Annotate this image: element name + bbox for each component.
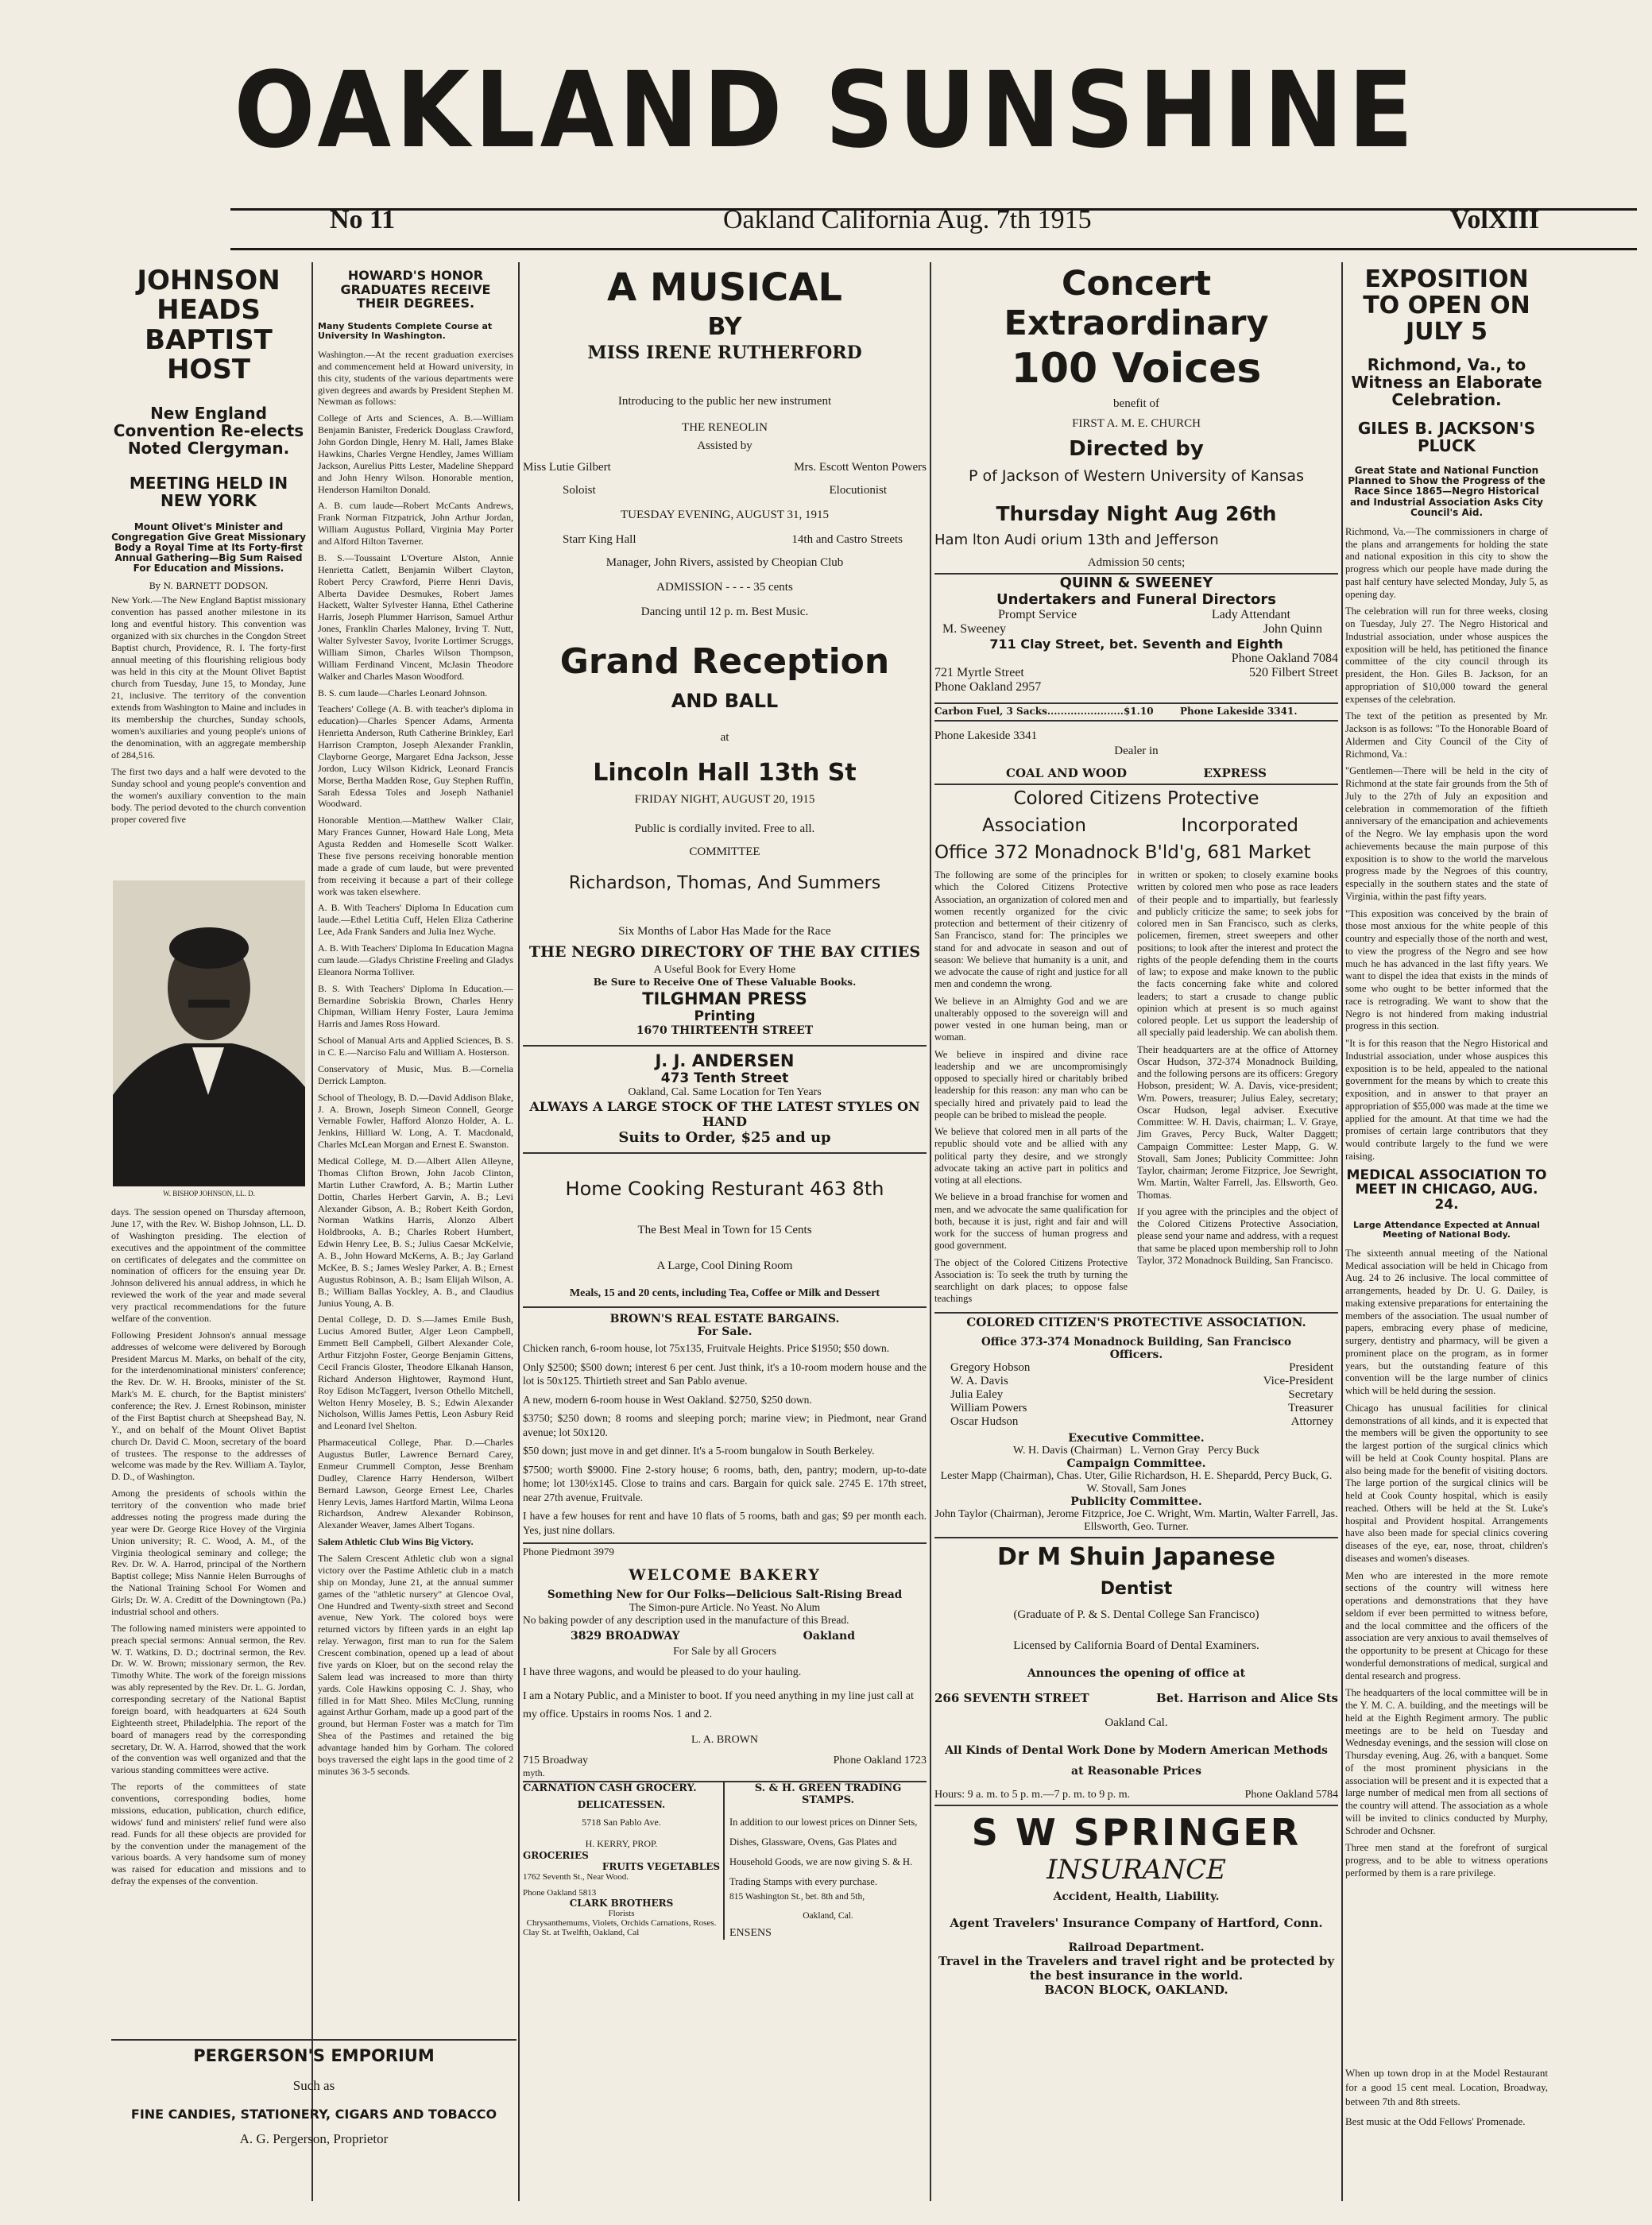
photo-caption: W. BISHOP JOHNSON, LL. D. bbox=[163, 1190, 255, 1198]
undertaker-phone: Phone Oakland 7084 bbox=[1231, 652, 1338, 665]
paragraph: Chicago has unusual facilities for clinical demonstrations of all kinds, and it is expected that the members will be given the opportunity to see the largest portion of the surgical clinics which will be held at Cook County hospital. Plans are also being made for the benefit of visiting doctors. The large portion of the surgical clinics will be held at Cook County hospital, which is easily reached. Others will be held at the St. Luke's hospital and Provident hospital. Arrangements have also been made for special clinics covering diseases of the eye, ear, nose, throat, children's diseases and women's diseases. bbox=[1345, 1402, 1548, 1564]
ad-line: FINE CANDIES, STATIONERY, CIGARS AND TOBACCO bbox=[130, 2107, 497, 2122]
concert-directed: Directed by bbox=[1069, 437, 1204, 461]
officer-name: William Powers bbox=[950, 1401, 1027, 1414]
paragraph: A. B. With Teachers' Diploma In Education Magna cum laude.—Gladys Christine Freeling and Gladys Eleanora Norma Tolliver. bbox=[318, 942, 513, 977]
estate-phone: Phone Piedmont 3979 bbox=[523, 1545, 614, 1558]
estate-subtitle: For Sale. bbox=[697, 1325, 752, 1338]
coal-line: Carbon Fuel, 3 Sacks.......................$1.10 Phone Lakeside 3341. bbox=[934, 706, 1298, 717]
paragraph: Richmond, Va.—The commissioners in charge of the plans and arrangements for holding the state and national exposition in this city to show the progress which our people have made during the past half century have selected Monday, July 5, as opening day. bbox=[1345, 525, 1548, 600]
paragraph: Three men stand at the forefront of surgical progress, and to be able to witness operations performed by them is a rare privilege. bbox=[1345, 1842, 1548, 1879]
paragraph: B. S. With Teachers' Diploma In Education.—Bernardine Sobriskia Brown, Charles Henry Chipman, William Henry Foster, Laura Jemima Harris and James Ross Howard. bbox=[318, 982, 513, 1030]
reception-public: Public is cordially invited. Free to all. bbox=[634, 822, 815, 835]
paragraph: days. The session opened on Thursday afternoon, June 17, with the Rev. W. Bishop Johnson, LL. D. of Washington presiding. The election of executives and the appointment of the committee on certificates of delegates and the committee on nomination of officers for the ensuing year Dr. Johnson delivered his annual address, in which he reviewed the work of the year and made several very practical recommendations for the future welfare of the convention. bbox=[111, 1206, 306, 1324]
column-divider bbox=[930, 262, 931, 2201]
tailor-address: 473 Tenth Street bbox=[660, 1070, 789, 1086]
grocery-title: CARNATION CASH GROCERY. bbox=[523, 1782, 697, 1795]
portrait-illustration bbox=[113, 880, 305, 1186]
ad-divider bbox=[523, 1045, 927, 1047]
column-divider bbox=[518, 262, 520, 2201]
officer-role: Treasurer bbox=[1288, 1401, 1333, 1414]
undertaker-phone: Phone Oakland 2957 bbox=[934, 680, 1042, 694]
grocery-subtitle: DELICATESSEN. bbox=[577, 1799, 666, 1811]
musical-manager: Manager, John Rivers, assisted by Cheopian Club bbox=[605, 556, 844, 569]
springer-address: BACON BLOCK, OAKLAND. bbox=[1044, 1982, 1228, 1997]
officer-name: W. A. Davis bbox=[950, 1374, 1008, 1387]
paragraph: Washington.—At the recent graduation exercises and commencement held at Howard university, in this city, students of the various departments were given degrees and awards by President Stephen M. Newman as follows: bbox=[318, 348, 513, 408]
paragraph: The following named ministers were appointed to preach special sermons: Annual sermon, the Rev. W. T. Watkins, D. D.; doctrinal sermon, the Rev. Dr. W. W. Brown; missionary sermon, the Rev. Timothy White. The work of the foreign missions was ably represented by the Rev. Dr. L. G. Jordan, corresponding secretary of the National Baptist foreign board, with headquarters at 624 South Eighteenth street, Philadelphia. The report of the board of managers read by the corresponding secretary, Dr. W. A. Harrod, showed that the work of the convention was well organized and that the various standing committees were active. bbox=[111, 1622, 306, 1776]
musical-title: A MUSICAL bbox=[607, 265, 842, 310]
paragraph: The reports of the committees of state conventions, corresponding bodies, home missions, education, publication, church edifice, widows' fund and ministers' relief fund were also read. Funds for all these objects are provided for by the convention under the management of the various boards. A very handsome sum of money was raised for education and missions and to defray the expenses of the convention. bbox=[111, 1781, 306, 1887]
coal-phone: Phone Lakeside 3341 bbox=[934, 729, 1038, 742]
tailor-name: J. J. ANDERSEN bbox=[655, 1051, 795, 1070]
paragraph: College of Arts and Sciences, A. B.—William Benjamin Banister, Frederick Douglass Crawford, John Gordon Dingle, Henry M. Hall, James Blake Hawkins, Charles Vergne Hendley, James William Jackson, Aurelius Pitts Lester, Madeline Sheppard and John Henry Wilson. Honorable mention, Henderson Hamilton Donald. bbox=[318, 412, 513, 495]
paragraph: The celebration will run for three weeks, closing on Tuesday, July 27. The Negro Historical and Industrial association, under whose auspices the exposition will be held, has petitioned the finance committee of the city council through its president, the Hon. Giles B. Jackson, for an appropriation of $10,000 toward the general expenses of the celebration. bbox=[1345, 606, 1548, 705]
musical-intro: Introducing to the public her new instrument bbox=[617, 395, 832, 408]
musical-venue: Starr King Hall bbox=[563, 533, 636, 546]
musical-venue-address: 14th and Castro Streets bbox=[791, 533, 903, 546]
ad-divider bbox=[934, 702, 1338, 704]
assoc-principle: in written or spoken; to closely examine books written by colored men who pose as race leaders of their people and to impartially, but fearlessly and publicly criticize the same; to seek jobs for colored men in San Francisco, such as clerks, policemen, firemen, street sweepers and other positions; to look after the interest and protect the rights of the people defending them in the courts of law; to expose and make known to the public the facts concerning fake white and colored leaders; to start a crusade to change public opinion which at present is so much against colored people. Let us support the leadership of all specially paid leadership. We can abolish them. bbox=[1137, 869, 1338, 1039]
undertaker-branch: 721 Myrtle Street bbox=[934, 666, 1024, 679]
restaurant-line: Meals, 15 and 20 cents, including Tea, Coffee or Milk and Dessert bbox=[569, 1287, 880, 1299]
springer-types: Accident, Health, Liability. bbox=[1053, 1890, 1220, 1903]
ad-line: Such as bbox=[292, 2078, 335, 2093]
paragraph: The headquarters of the local committee will be in the Y. M. C. A. building, and the meetings will be held at the Eighth Regiment armory. The public meetings are to be held on Tuesday and Wednesday evenings, and the session will close on Thursday evening, Aug. 26, with a banquet. Some of the most prominent physicians in the association will be present and it is expected that a large number of medical men from all sections of the country will attend. The association as a whole will be invited to clinics conducted by Murphy, Schroder and Ochsner. bbox=[1345, 1687, 1548, 1836]
column-divider bbox=[311, 262, 313, 2201]
ad-divider bbox=[934, 1805, 1338, 1806]
reception-at: at bbox=[720, 731, 729, 744]
committee-title: Executive Committee. bbox=[1068, 1431, 1205, 1445]
committee-names: Lester Mapp (Chairman), Chas. Uter, Gilie Richardson, H. E. Shepardd, Percy Buck, G. W. Stovall, Sam Jones bbox=[940, 1469, 1333, 1495]
reception-hall: Lincoln Hall 13th St bbox=[593, 759, 857, 787]
assoc-office: Office 372 Monadnock B'ld'g, 681 Market bbox=[934, 842, 1311, 863]
column-1-continued bbox=[111, 1206, 306, 2009]
officer-name: Oscar Hudson bbox=[950, 1414, 1019, 1428]
paragraph: School of Manual Arts and Applied Sciences, B. S. in C. E.—Narciso Falu and William A. Hosterson. bbox=[318, 1035, 513, 1058]
undertaker-service: Prompt Service bbox=[998, 608, 1077, 621]
estate-listing: $3750; $250 down; 8 rooms and sleeping porch; marine view; in Piedmont, near Grand avenue; lot 50x120. bbox=[523, 1412, 927, 1438]
paragraph: "Gentlemen—There will be held in the city of Richmond at the state fair grounds from the 5th of July to the 27th of July an exposition and celebration in commemoration of the fiftieth anniversary of the emancipation and achievements of the Negro. We lay emphasis upon the word achievements because the main purpose of this exposition is to show to the world the marvelous progress made by the Negroes of this country, especially in the southern states and the state of Virginia, within the past fifty years. bbox=[1345, 765, 1548, 902]
directory-pre: Six Months of Labor Has Made for the Race bbox=[618, 925, 831, 938]
column-2 bbox=[318, 269, 513, 2080]
concert-benefit: benefit of bbox=[1113, 397, 1159, 410]
paragraph: B. S. cum laude—Charles Leonard Johnson. bbox=[318, 687, 488, 698]
estate-title: BROWN'S REAL ESTATE BARGAINS. bbox=[609, 1313, 840, 1325]
dentist-between: Bet. Harrison and Alice Sts bbox=[1155, 1690, 1338, 1705]
paragraph: Teachers' College (A. B. with teacher's diploma in education)—Charles Spencer Adams, Armenta Henrietta Anderson, Ruth Catherine Brinkley, Earl Harrison Crampton, Joseph Alexander Franklin, Clayborne George, Margaret Edna Jackson, Jesse Jordon, Lucy Wilson Kidrick, Leonard Francis Morse, Bertha Madden Rose, Guy Stephen Ruffin, Sarah Edessa Toles and Joseph Nathaniel Woodward. bbox=[318, 703, 513, 810]
officer-name: Julia Ealey bbox=[950, 1387, 1004, 1401]
portrait-photo bbox=[113, 880, 305, 1186]
officers-list bbox=[934, 1361, 1338, 1429]
concert-date: Thursday Night Aug 26th bbox=[996, 502, 1277, 525]
press-printing: Printing bbox=[694, 1008, 756, 1024]
brown-line: I am a Notary Public, and a Minister to boot. If you need anything in my line just call at my office. Upstairs in rooms Nos. 1 and 2. bbox=[523, 1689, 914, 1721]
grocery-address-2: 1762 Seventh St., Near Wood. bbox=[523, 1872, 629, 1883]
estate-listing: I have a few houses for rent and have 10 flats of 5 rooms, bath and gas; $9 per month each. Yes, just nine dollars. bbox=[523, 1510, 927, 1537]
officer-role: Attorney bbox=[1290, 1414, 1333, 1428]
reception-title: Grand Reception bbox=[559, 641, 890, 682]
concert-director: P of Jackson of Western University of Kansas bbox=[969, 467, 1304, 485]
undertaker-partner: M. Sweeney bbox=[942, 622, 1006, 636]
tailor-suits: Suits to Order, $25 and up bbox=[618, 1129, 831, 1146]
assoc-principle: Their headquarters are at the office of Attorney Oscar Hudson, 372-374 Monadnock Building, and the following persons are its officers: Gregory Hobson, president; W. A. Davis, vice-president; Wm. Powers, treasurer; Julius Ealey, secretary; Oscar Hudson, legal adviser. Executive Committee: W. H. Davis, chairman; L. V. Graye, Jim Graves, Percy Buck, Walter Daggett; Campaign Committee: Lester Mapp, G. W. Stovall, Sam Jones; Publicity Committee: John Taylor, chairman; Jerome Fitzprice, Joe Sewright, Wm. Martin, Walter Farrell, Jas. Ellsworth, Geo. Thomas. bbox=[1137, 1043, 1338, 1201]
ad-line: A. G. Pergerson, Proprietor bbox=[239, 2131, 389, 2146]
byline: By N. BARNETT DODSON. bbox=[149, 580, 269, 591]
grocery-prop: H. KERRY, PROP. bbox=[585, 1838, 658, 1850]
column-divider bbox=[1341, 262, 1343, 2201]
assoc-principle: We believe that colored men in all parts of the republic should vote and be allied with any political party they desire, and we strongly advocate taking an active part in politics and voting at all elections. bbox=[934, 1126, 1128, 1186]
paragraph: Following President Johnson's annual message addresses of welcome were delivered by Borough President Marcus M. Marks, on behalf of the city, for the interdenominational ministers' conference; the Rev. Dr. W. H. Brooks, minister of the St. Mark's M. E. church, for the Baptist ministers' conference; the Rev. J. Ernest Robinson, minister of the First Baptist church at Sheepshead Bay, N. Y., and on behalf of the Mount Olivet Baptist church Dr. David C. Moon, secretary of the board of trustees. The response to the addresses of welcome was made by the Rev. William A. Taylor, D. D., of Washington. bbox=[111, 1329, 306, 1483]
musical-performer: MISS IRENE RUTHERFORD bbox=[587, 342, 862, 363]
coal-wood: COAL AND WOOD bbox=[1006, 766, 1127, 780]
performer-role: Soloist bbox=[563, 484, 596, 497]
column-5 bbox=[1345, 266, 1548, 2197]
florist-name: CLARK BROTHERS bbox=[569, 1898, 674, 1910]
tailor-location: Oakland, Cal. Same Location for Ten Years bbox=[628, 1086, 822, 1098]
estate-listing: Chicken ranch, 6-room house, lot 75x135, Fruitvale Heights. Price $1950; $50 down. bbox=[523, 1342, 890, 1354]
paragraph: Conservatory of Music, Mus. B.—Cornelia Derrick Lampton. bbox=[318, 1062, 513, 1086]
committee-title: Publicity Committee. bbox=[1070, 1495, 1202, 1508]
column-5-ads bbox=[1345, 2066, 1548, 2134]
musical-instrument: THE RENEOLIN bbox=[682, 421, 768, 434]
committee-names: W. H. Davis (Chairman) L. Vernon Gray Percy Buck bbox=[1013, 1444, 1259, 1457]
springer-title: S W SPRINGER bbox=[971, 1810, 1302, 1854]
paragraph: Among the presidents of schools within the territory of the convention who made brief addresses noting the progress made during the year were Dr. George Rice Hovey of the Virginia Union university; R. C. Wood, A. M., of the Virginia theological seminary and college; the Rev. Dr. W. A. Harrod, principal of the Northern Baptist college; Miss Nannie Helen Burroughs of the National Training School For Women and Girls; Dr. W. A. Creditt of the Downingtown (Pa.) industrial school and others. bbox=[111, 1488, 306, 1617]
ad-divider bbox=[111, 2039, 516, 2041]
springer-agent: Agent Travelers' Insurance Company of Hartford, Conn. bbox=[950, 1915, 1323, 1930]
undertaker-partner: John Quinn bbox=[1263, 622, 1322, 636]
committee-names: John Taylor (Chairman), Jerome Fitzprice, Joe C. Wright, Wm. Martin, Walter Farrell, Jas. Ellsworth, Geo. Turner. bbox=[934, 1507, 1338, 1533]
ad-title: PERGERSON'S EMPORIUM bbox=[193, 2046, 435, 2065]
bakery-city: Oakland bbox=[803, 1629, 855, 1643]
ad-divider bbox=[934, 784, 1338, 785]
paragraph: The first two days and a half were devoted to the Sunday school and young people's convention and the women's auxiliary convention to the main body. The period devoted to the church convention proper covered five bbox=[111, 765, 306, 825]
performer: Miss Lutie Gilbert bbox=[523, 461, 611, 474]
reception-subtitle: AND BALL bbox=[671, 690, 779, 712]
pergerson-ad bbox=[111, 2046, 516, 2147]
estate-listing: $50 down; just move in and get dinner. It's a 5-room bungalow in South Berkeley. bbox=[523, 1445, 875, 1457]
deck: Mount Olivet's Minister and Congregation Give Great Missionary Body a Royal Time at Its Forty-first Annual Gathering—Big Sum Raised For Education and Missions. bbox=[111, 520, 306, 575]
dentist-announce: Announces the opening of office at bbox=[1027, 1666, 1246, 1680]
paragraph: School of Theology, B. D.—David Addison Blake, J. A. Brown, Joseph Simeon Connell, George Vernable Fowler, Hafford Alonzo Holder, A. L. Jenkins, Hilliard W. Long, A. T. Macdonald, Charles McLean Morgan and Ernest E. Swanston. bbox=[318, 1091, 513, 1151]
subheadline: GILES B. JACKSON'S PLUCK bbox=[1357, 419, 1536, 455]
officers-title: COLORED CITIZEN'S PROTECTIVE ASSOCIATION. bbox=[966, 1314, 1306, 1329]
undertaker-service: Lady Attendant bbox=[1211, 608, 1290, 621]
bakery-line: The Simon-pure Article. No Yeast. No Alum bbox=[629, 1600, 821, 1613]
estate-listing: A new, modern 6-room house in West Oakland. $2750, $250 down. bbox=[523, 1393, 812, 1406]
undertaker-branch: 520 Filbert Street bbox=[1249, 666, 1338, 679]
reception-date: FRIDAY NIGHT, AUGUST 20, 1915 bbox=[634, 793, 815, 806]
undertaker-subtitle: Undertakers and Funeral Directors bbox=[996, 591, 1276, 608]
stamps-title: S. & H. GREEN TRADING STAMPS. bbox=[754, 1782, 902, 1807]
brown-address: 715 Broadway bbox=[523, 1755, 589, 1767]
springer-insurance: INSURANCE bbox=[1047, 1853, 1226, 1886]
coal-dealer: Dealer in bbox=[1114, 745, 1159, 757]
headline: JOHNSON HEADS BAPTIST HOST bbox=[137, 266, 280, 386]
column-4 bbox=[934, 262, 1338, 2209]
paragraph: Honorable Mention.—Matthew Walker Clair, Mary Frances Gunner, Howard Hale Long, Meta Agusta Redden and Homeselle Scott Walker. These five persons receiving honorable mention made a grade of cum laude, but were prevented from receiving it because a part of their college work was taken elsewhere. bbox=[318, 815, 513, 897]
musical-assisted: Assisted by bbox=[697, 439, 752, 452]
stamps-body: In addition to our lowest prices on Dinner Sets, Dishes, Glassware, Ovens, Gas Plates and Household Goods, we are now giving S. & H. Trading Stamps with every purchase. bbox=[729, 1817, 918, 1888]
deck: Many Students Complete Course at University In Washington. bbox=[318, 320, 493, 341]
bakery-address: 3829 BROADWAY bbox=[571, 1629, 680, 1643]
reception-committee: COMMITTEE bbox=[689, 846, 760, 858]
performer-role: Elocutionist bbox=[829, 484, 887, 497]
paragraph: The text of the petition as presented by Mr. Jackson is as follows: "To the Honorable Board of Aldermen and City Council of the City of Richmond, Va.: bbox=[1345, 710, 1548, 760]
musical-dancing: Dancing until 12 p. m. Best Music. bbox=[640, 606, 809, 618]
assoc-title: Colored Citizens Protective bbox=[1013, 788, 1259, 809]
concert-venue: Ham lton Audi orium 13th and Jefferson bbox=[934, 532, 1219, 548]
paragraph: The Salem Crescent Athletic club won a signal victory over the Pastime Athletic club in a match ship on Monday, June 21, at the annual summer games of the "athletic nursery" at Glencoe Oval, One Hundred and Twenty-sixth street and Second avenue, New York. The colored boys were returned victors by fifteen yards in an eight lap relay. Yerwagon, first man to run for the Salem Crescent combination, opened up a lead of about five yards on Kloer, but on the second relay the Salem lead was increased to more than thirty yards. Cole Hawkins opposing C. J. Shay, who filled in for Matt Sheo. Miles McClung, running against Arthur Gorham, made up a good part of the ground, but Herman Foster was a match for Tim Shea of the Pastimes and retained the big advantage handed him by Gorham. The colored boys traversed the eight laps in the good time of 2 minutes 36 3-5 seconds. bbox=[318, 1553, 513, 1777]
masthead-rule-bottom bbox=[230, 248, 1637, 250]
officer-role: Secretary bbox=[1288, 1387, 1333, 1401]
officer-role: Vice-President bbox=[1263, 1374, 1333, 1387]
paragraph: The sixteenth annual meeting of the National Medical association will be held in Chicago from Aug. 24 to 26 inclusive. The local committee of arrangements, headed by Dr. U. G. Dailey, is making extensive preparations for entertaining the members of the association. The usual number of papers, embracing every phase of medicine, surgery, dentistry and pharmacy, will be given a prominent place on the program, as in former years, but the outstanding feature of this convention will be the large number of clinics which will be held during the session. bbox=[1345, 1247, 1548, 1397]
undertaker-address: 711 Clay Street, bet. Seventh and Eighth bbox=[989, 637, 1283, 652]
committee-title: Campaign Committee. bbox=[1066, 1457, 1206, 1470]
issue-number: No 11 bbox=[330, 205, 396, 234]
place-date: Oakland California Aug. 7th 1915 bbox=[723, 205, 1092, 234]
volume: VolXIII bbox=[1450, 205, 1540, 234]
headline: EXPOSITION TO OPEN ON JULY 5 bbox=[1363, 266, 1530, 346]
dentist-prices: at Reasonable Prices bbox=[1071, 1764, 1201, 1778]
express: EXPRESS bbox=[1203, 766, 1267, 780]
paragraph: Men who are interested in the more remote sections of the country will witness here operations and demonstrations that they have seldom if ever been permitted to witness before, and the local committee and the officers of the association are very anxious to avail themselves of the opportunity to be present at Chicago for these wonderful demonstrations of medical, surgical and dental research and progress. bbox=[1345, 1569, 1548, 1681]
concert-voices: 100 Voices bbox=[1011, 345, 1262, 393]
dentist-license: Licensed by California Board of Dental Examiners. bbox=[1013, 1639, 1259, 1652]
press-name: TILGHMAN PRESS bbox=[642, 989, 807, 1008]
subheadline: MEETING HELD IN NEW YORK bbox=[129, 473, 288, 510]
bakery-sale: For Sale by all Grocers bbox=[673, 1645, 776, 1658]
dentist-hours: Hours: 9 a. m. to 5 p. m.—7 p. m. to 9 p. m. bbox=[934, 1788, 1131, 1801]
restaurant-line: The Best Meal in Town for 15 Cents bbox=[637, 1224, 812, 1236]
dentist-address: 266 SEVENTH STREET bbox=[934, 1690, 1089, 1705]
musical-date: TUESDAY EVENING, AUGUST 31, 1915 bbox=[621, 509, 829, 521]
brown-extra: myth. bbox=[523, 1767, 545, 1779]
musical-admission: ADMISSION - - - - 35 cents bbox=[656, 581, 793, 594]
paragraph: A. B. cum laude—Robert McCants Andrews, Frank Norman Fitzpatrick, John Arthur Jordan, William Augustus Pollard, Virginia May Porter and Alford Hilton Taverner. bbox=[318, 500, 513, 548]
grocery-items: GROCERIES bbox=[523, 1850, 589, 1862]
concert-church: FIRST A. M. E. CHURCH bbox=[1072, 417, 1201, 430]
assoc-principle: We believe in inspired and divine race leadership and we are uncompromisingly opposed to specially hired or charitably bribed leadership for this reason: any man who can be specially hired and privately paid to lead the people can be bribed to mislead the people. bbox=[934, 1048, 1128, 1120]
officer-role: President bbox=[1289, 1360, 1333, 1374]
deck: Great State and National Function Planned to Show the Progress of the Race Since 1865—Negro Historical and Industrial Association Asks City Council's Aid. bbox=[1348, 465, 1546, 518]
florist-items: Chrysanthemums, Violets, Orchids Carnations, Roses. bbox=[526, 1918, 717, 1929]
assoc-principle: We believe in a broad franchise for women and men, and we advocate the same qualification for both, because it is just, right and fair and will work for the success of human progress and good government. bbox=[934, 1191, 1128, 1252]
officers-office: Office 373-374 Monadnock Building, San Francisco bbox=[981, 1335, 1292, 1349]
headline: HOWARD'S HONOR GRADUATES RECEIVE THEIR DEGREES. bbox=[340, 269, 491, 312]
assoc-principle: The following are some of the principles for which the Colored Citizens Protective Association, an organization of colored men and women recently organized for the civic protection and betterment of their citizenry of San Francisco, stand for: The principles we stand for and advocate in season and out of season: We believe that humanity is a unit, and we advocate the cause of right and justice for all men and condemn the wrong. bbox=[934, 869, 1128, 990]
dentist-city: Oakland Cal. bbox=[1105, 1716, 1168, 1729]
dentist-work: All Kinds of Dental Work Done by Modern American Methods bbox=[945, 1743, 1328, 1757]
masthead-title: OAKLAND SUNSHINE bbox=[234, 50, 1418, 172]
ad-divider bbox=[523, 1542, 927, 1544]
grocery-items: FRUITS VEGETABLES bbox=[602, 1861, 720, 1873]
performer: Mrs. Escott Wenton Powers bbox=[794, 461, 927, 474]
restaurant-notice: When up town drop in at the Model Restaurant for a good 15 cent meal. Location, Broadway, between 7th and 8th streets. bbox=[1345, 2067, 1548, 2108]
paragraph: Medical College, M. D.—Albert Allen Alleyne, Thomas Clifton Brown, John Jacob Clinton, Martin Luther Crawford, A. B.; Martin Luther Dottin, Charles Herbert Garvin, A. B.; Levi Alexander Gibson, A. B.; Robert Keith Gordon, Norman Watkins Harris, Alonzo Albert Holdbrooks, A. B.; Charles Robert Humbert, Edwin Henry Lee, B. S.; Julius Caesar McKelvie, A. B., John Howard McKerns, A. B.; Jay Garland McKee, B. S.; James Wesley Parker, A. B.; Ernest Augustus Robinson, A. B.; Isam Elijah Wilson, A. B.; William Ballas Yockley, A. B., and Claudius Junius Young, A. B. bbox=[318, 1155, 513, 1309]
column-3 bbox=[523, 262, 927, 2209]
stamps-city: Oakland, Cal. bbox=[803, 1911, 853, 1921]
ad-divider bbox=[934, 720, 1338, 722]
estate-listing: Only $2500; $500 down; interest 6 per cent. Just think, it's a 10-room modern house and the lot is 50x125. Thirtieth street and San Pablo avenue. bbox=[523, 1360, 927, 1387]
paragraph: A. B. With Teachers' Diploma In Education cum laude.—Ethel Letitia Cuff, Helen Eliza Catherine Lee, Ada Frank Sanders and Julia Inez Wyche. bbox=[318, 902, 513, 938]
grocery-phone: Phone Oakland 5813 bbox=[523, 1888, 597, 1898]
brown-name: L. A. BROWN bbox=[691, 1734, 758, 1747]
paragraph: Pharmaceutical College, Phar. D.—Charles Augustus Butler, Lawrence Bernard Carey, Enmeur Crummell Compton, Jesse Brenham Dudley, Clarence Harry Henderson, Wilbert Bernard Lawson, George Ernest Lee, Charles Henry Levis, James Hartford Martin, Wilma Leona Richardson, Andrew Alexander Robinson, Alexander Weaver, James Albert Togans. bbox=[318, 1437, 513, 1531]
assoc-principle: If you agree with the principles and the object of the Colored Citizens Protective Association, please send your name and address, with a request that same be placed upon membership roll to John Taylor, 372 Monadnock Building, San Francisco. bbox=[1137, 1205, 1338, 1266]
officers-subtitle: Officers. bbox=[1109, 1348, 1163, 1361]
directory-subtitle: A Useful Book for Every Home bbox=[653, 964, 796, 976]
musical-by: BY bbox=[707, 313, 742, 341]
restaurant-line: A Large, Cool Dining Room bbox=[656, 1260, 793, 1272]
subheadline: Richmond, Va., to Witness an Elaborate Celebration. bbox=[1351, 355, 1542, 409]
ad-divider bbox=[523, 1306, 927, 1308]
bakery-line: Something New for Our Folks—Delicious Salt-Rising Bread bbox=[547, 1588, 903, 1601]
paragraph: Dental College, D. D. S.—James Emile Bush, Lucius Amored Butler, Alger Leon Campbell, Emmett Bell Campbell, Gilbert Alexander Cole, Arthur Fitzjohn Foster, George Benjamin Gittens, Cecil Francis Gloster, Theodore Elkanah Hanson, Richard Anderson Hightower, Raymond Hunt, Roy Edison McTaggert, Iverson Othello Mitchell, Welton Henry Moseley, B. S.; Edwin Alexander Nicholson, Willis James Pettis, Leon Asbury Reid and Leonard Ivel Shelton. bbox=[318, 1314, 513, 1432]
directory-title: THE NEGRO DIRECTORY OF THE BAY CITIES bbox=[528, 943, 921, 961]
paragraph: "This exposition was conceived by the brain of those most anxious for the white people of this country and especially those of the north and west, to view the progress of the Negro and see how much he has advanced in the last fifty years. We want to dispel the idea that exists in the minds of some who ought to be better informed that the race is retrograding. We want to show that the Negro is not hindered from making industrial progress in this section. bbox=[1345, 907, 1548, 1032]
dentist-subtitle: Dentist bbox=[1100, 1578, 1173, 1599]
assoc-principle: The object of the Colored Citizens Protective Association is: To seek the truth by turning the searchlight on dark places; to oppose false teachings bbox=[934, 1256, 1128, 1305]
headline: MEDICAL ASSOCIATION TO MEET IN CHICAGO, AUG. 24. bbox=[1346, 1167, 1547, 1213]
reception-committee-names: Richardson, Thomas, And Summers bbox=[568, 873, 881, 893]
dentist-phone: Phone Oakland 5784 bbox=[1244, 1788, 1338, 1801]
subheadline: Salem Athletic Club Wins Big Victory. bbox=[318, 1536, 474, 1548]
brown-phone: Phone Oakland 1723 bbox=[833, 1755, 927, 1767]
undertaker-title: QUINN & SWEENEY bbox=[1059, 575, 1213, 591]
officer-name: Gregory Hobson bbox=[950, 1360, 1031, 1374]
concert-title: Concert Extraordinary bbox=[1004, 264, 1269, 343]
dentist-title: Dr M Shuin Japanese bbox=[997, 1542, 1275, 1571]
dentist-grad: (Graduate of P. & S. Dental College San Francisco) bbox=[1013, 1608, 1259, 1621]
press-address: 1670 THIRTEENTH STREET bbox=[636, 1024, 814, 1037]
springer-travel: Travel in the Travelers and travel right and be protected by the best insurance in the world. bbox=[938, 1953, 1335, 1983]
restaurant-title: Home Cooking Resturant 463 8th bbox=[565, 1178, 884, 1200]
ad-divider bbox=[934, 1537, 1338, 1538]
grocery-address: 5718 San Pablo Ave. bbox=[582, 1817, 661, 1828]
assoc-title: Association bbox=[982, 815, 1086, 836]
promenade-notice: Best music at the Odd Fellows' Promenade. bbox=[1345, 2115, 1526, 2127]
directory-subtitle: Be Sure to Receive One of These Valuable Books. bbox=[593, 977, 857, 988]
bakery-line: No baking powder of any description used in the manufacture of this Bread. bbox=[523, 1613, 849, 1626]
paragraph: New York.—The New England Baptist missionary convention has passed another milestone in its long and eventful history. This convention was organized with six churches in the Congdon Street Baptist church, Providence, R. I. The forty-first annual meeting of this flourishing religious body was held in this city at the Mount Olivet Baptist church from Tuesday, June 15, to Monday, June 21, inclusive. The territory of the convention extends from Washington to Maine and includes in its membership the churches, Sunday schools, women's auxiliaries and young people's unions of the denomination, with an aggregate membership of 284,516. bbox=[111, 594, 306, 760]
paragraph: B. S.—Toussaint L'Overture Alston, Annie Henrietta Catlett, Benjamin Wilbert Clayton, Robert Percy Crawford, Pierre Henri Davis, Alberta Davidee Desmukes, Robert James Hackett, Walter Sylvester Hanna, Ethel Catherine Harris, Joseph Plummer Harrison, Samuel Arthur Jones, Franklin Charles Maloney, Irving T. Nutt, Walter Sylvester Savoy, Ivorite Lortimer Scruggs, William Simon, Charles Wilson Thompson, William Ferdinand Vincent, McJasin Theodore Walker and Charles Mason Woodford. bbox=[318, 551, 513, 682]
assoc-incorporated: Incorporated bbox=[1181, 815, 1298, 836]
brown-line: I have three wagons, and would be pleased to do your hauling. bbox=[523, 1666, 802, 1678]
paragraph: "It is for this reason that the Negro Historical and Industrial association, under whose auspices this exposition is to be held, appealed to the national government for the means by which to create this exposition, and in answer to that prayer an appropriation of $55,000 was made at the time we applied for the amount. At that time we had the promises of certain large contributors that they would contribute largely to the fund we were raising. bbox=[1345, 1038, 1548, 1162]
ad-divider bbox=[523, 1152, 927, 1154]
florist-address: Clay St. at Twelfth, Oakland, Cal bbox=[523, 1928, 640, 1938]
estate-listing: $7500; worth $9000. Fine 2-story house; 6 rooms, bath, den, pantry; modern, up-to-date home; lot 130½x145. Close to trains and cars. Bargain for quick sale. 2745 E. 17th street, near 27th avenue, Fruitvale. bbox=[523, 1463, 927, 1503]
subheadline: New England Convention Re-elects Noted Clergyman. bbox=[113, 403, 304, 458]
ad-divider bbox=[934, 1312, 1338, 1314]
tailor-stock: ALWAYS A LARGE STOCK OF THE LATEST STYLES ON HAND bbox=[529, 1099, 920, 1129]
deck: Large Attendance Expected at Annual Meeting of National Body. bbox=[1353, 1219, 1540, 1240]
bakery-title: WELCOME BAKERY bbox=[629, 1565, 821, 1584]
assoc-principle: We believe in an Almighty God and we are unalterably opposed to the sovereign will and power vested in one human being, man or woman. bbox=[934, 995, 1128, 1043]
stamps-name: ENSENS bbox=[729, 1927, 772, 1940]
concert-admission: Admission 50 cents; bbox=[1087, 556, 1186, 569]
stamps-address: 815 Washington St., bet. 8th and 5th, bbox=[729, 1892, 865, 1902]
florist-sub: Florists bbox=[608, 1909, 635, 1919]
springer-railroad: Railroad Department. bbox=[1068, 1941, 1205, 1954]
